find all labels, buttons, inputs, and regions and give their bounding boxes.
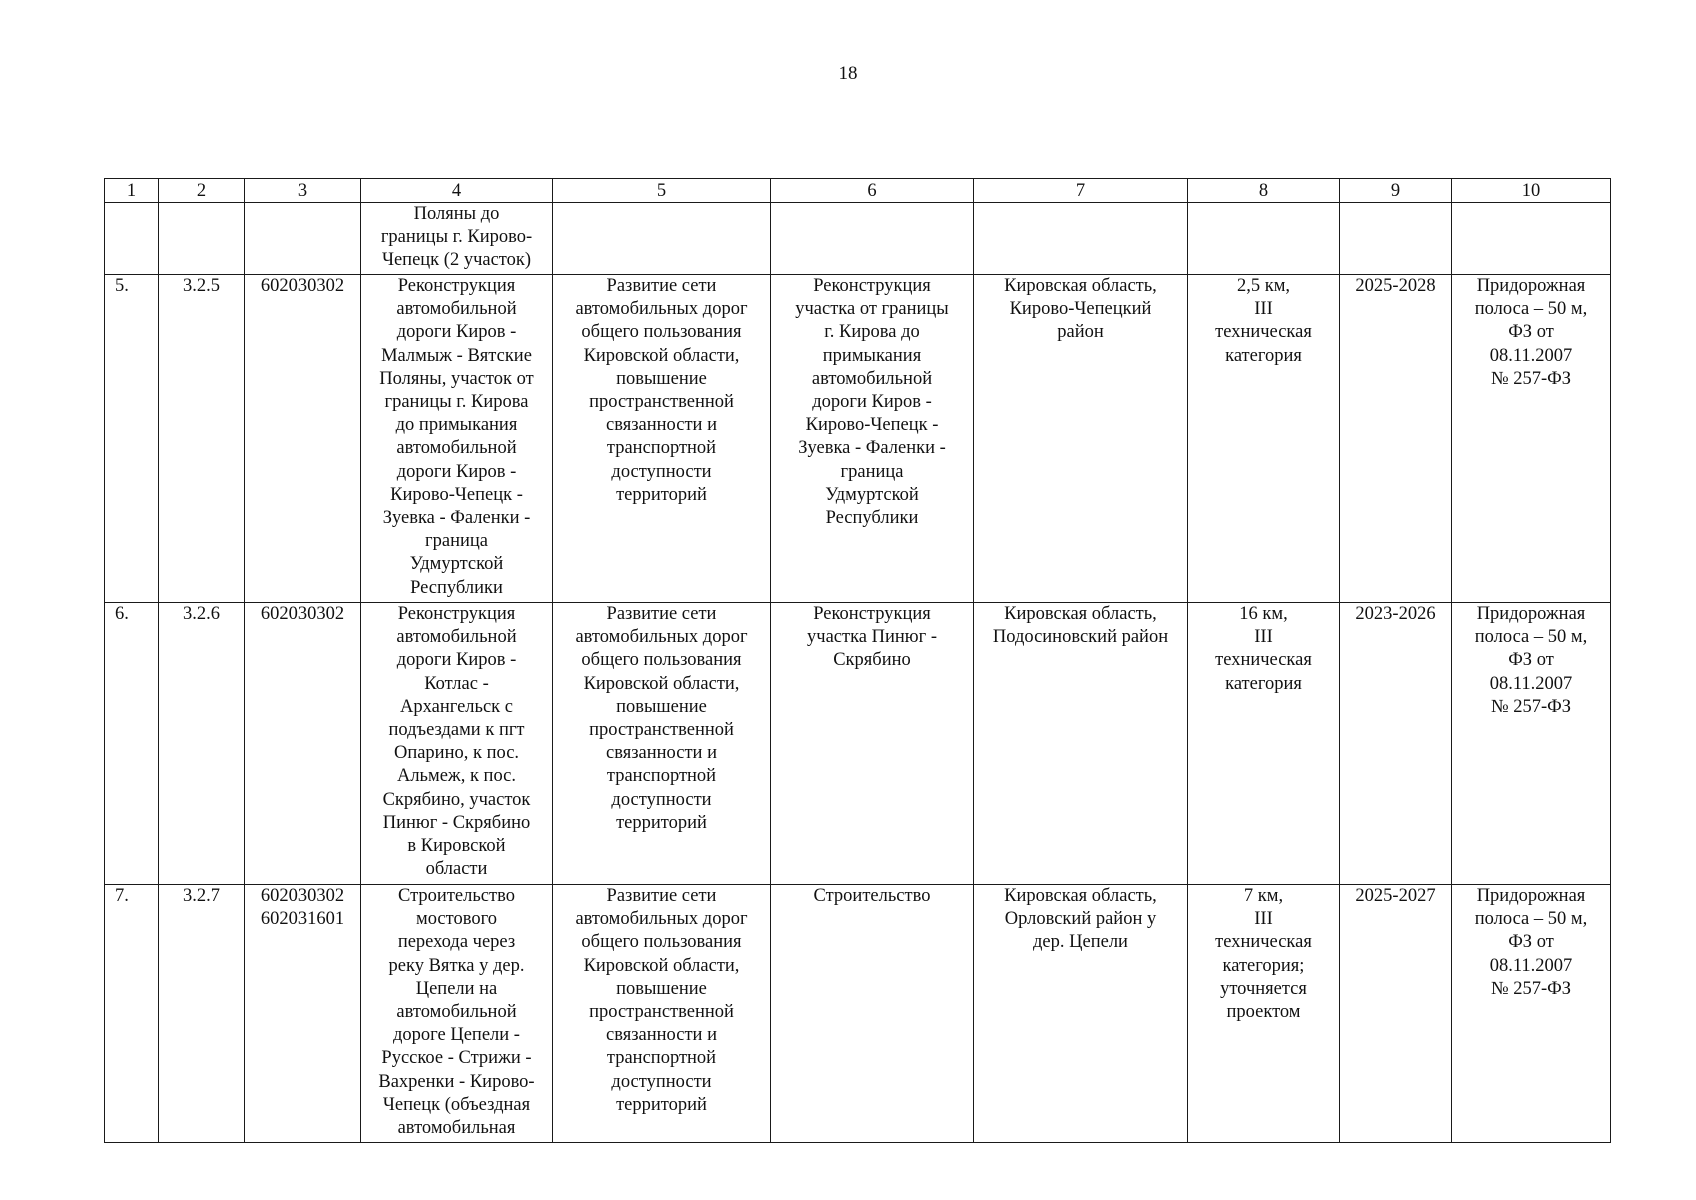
text-line: связанности и [606,743,717,764]
text-line: Русское - Стрижи - [381,1048,532,1069]
text-line: № 257-ФЗ [1490,978,1572,999]
text-line: автомобильная [397,1118,516,1139]
text-line: транспортной [606,438,717,459]
text-line: реку Вятка у дер. [388,955,525,976]
text-line: 7 км, [1243,886,1284,906]
text-line: автомобильной [396,438,517,459]
text-line: № 257-ФЗ [1490,696,1572,717]
location-cell [974,275,1188,603]
text-line: автомобильной [811,368,933,389]
text-line: 08.11.2007 [1489,673,1573,694]
text-line: III [1254,627,1273,648]
text-line: Придорожная [1476,276,1586,296]
table-cell [245,203,361,275]
text-line: территорий [616,1094,707,1115]
text-line: граница [425,531,488,552]
object-name-cell [361,203,553,275]
text-line: автомобильной [396,299,517,320]
column-number: 2 [159,179,245,203]
text-line: техническая [1215,932,1312,953]
text-line: границы г. Кирова [384,392,529,413]
text-line: Котлас - [424,673,489,694]
parameters-cell [1188,603,1340,885]
classifier-code-cell [245,275,361,603]
text-line: Орловский район у [1004,909,1157,930]
text-line: общего пользования [581,932,742,953]
text-line: Кирово-Чепецкий [1009,299,1152,320]
text-line: Кировская область, [1004,276,1157,296]
text-line: Республики [825,508,919,529]
text-line: автомобильных дорог [575,627,748,648]
text-line: транспортной [606,766,717,787]
page-number: 18 [838,63,858,84]
text-line: Придорожная [1476,886,1586,906]
text-line: Развитие сети [606,276,717,296]
zone-cell [1452,885,1611,1143]
column-number: 4 [361,179,553,203]
classifier-code-cell [245,885,361,1143]
purpose-cell [553,275,771,603]
text-line: Строительство [398,886,515,906]
text-line: в Кировской [407,836,506,857]
text-line: доступности [611,1071,712,1092]
column-number: 7 [974,179,1188,203]
text-line: техническая [1215,650,1312,671]
text-line: III [1254,299,1273,320]
row-number-cell: 7. [105,885,159,1143]
work-type-cell [771,275,974,603]
text-line: Реконструкция [813,276,931,296]
item-code-cell: 3.2.6 [159,603,245,885]
text-line: транспортной [606,1048,717,1069]
text-line: пространственной [589,720,734,741]
text-line: ФЗ от [1508,650,1554,671]
parameters-cell [1188,885,1340,1143]
text-line: территорий [616,812,707,833]
text-line: Реконструкция [813,604,931,624]
text-line: подъездами к пгт [388,720,525,741]
text-line: 602030302 [260,886,345,906]
object-name-cell [361,885,553,1143]
text-line: 16 км, [1239,604,1288,624]
table-row [105,275,1611,603]
text-line: ФЗ от [1508,932,1554,953]
text-line: г. Кирова до [824,322,920,343]
text-line: район [1057,322,1104,343]
item-code-cell: 3.2.7 [159,885,245,1143]
text-line: категория; [1222,955,1305,976]
column-number: 10 [1452,179,1611,203]
text-line: Подосиновский район [992,627,1169,648]
text-line: Развитие сети [606,886,717,906]
column-number: 9 [1340,179,1452,203]
text-line: дороги Киров - [396,461,517,482]
column-number: 8 [1188,179,1340,203]
text-line: Опарино, к пос. [393,743,520,764]
text-line: участка от границы [795,299,949,320]
text-line: проектом [1226,1002,1301,1023]
table-cell [1340,203,1452,275]
location-cell [974,603,1188,885]
period-cell: 2023-2026 [1340,603,1452,885]
text-line: полоса – 50 м, [1474,627,1588,648]
text-line: связанности и [606,415,717,436]
text-line: III [1254,909,1273,930]
text-line: автомобильной [396,1002,517,1023]
text-line: техническая [1215,322,1312,343]
text-line: Скрябино [833,650,911,671]
text-line: полоса – 50 м, [1474,909,1588,930]
text-line: области [425,859,488,880]
purpose-cell [553,885,771,1143]
text-line: автомобильных дорог [575,909,748,930]
text-line: Республики [410,577,503,598]
text-line: автомобильной [396,627,517,648]
zone-cell [1452,275,1611,603]
zone-cell [1452,603,1611,885]
text-line: до примыкания [395,415,518,436]
text-line: 08.11.2007 [1489,955,1573,976]
text-line: Зуевка - Фаленки - [382,508,531,529]
text-line: Чепецк (объездная [382,1094,531,1115]
table-row [105,885,1611,1143]
text-line: общего пользования [581,322,742,343]
location-cell [974,885,1188,1143]
table-row [105,603,1611,885]
column-number: 1 [105,179,159,203]
text-line: Кировская область, [1004,886,1157,906]
text-line: перехода через [397,932,516,953]
text-line: № 257-ФЗ [1490,368,1572,389]
table-cell [1452,203,1611,275]
table-cell [1188,203,1340,275]
text-line: 602030302 [260,276,345,296]
text-line: повышение [616,978,707,999]
text-line: границы г. Кирово- [380,227,533,248]
continuation-row [105,203,1611,275]
work-type-cell [771,603,974,885]
table-cell [105,203,159,275]
text-line: Поляны, участок от [379,368,534,389]
text-line: Зуевка - Фаленки - [798,438,946,459]
text-line: дороге Цепели - [393,1025,520,1046]
table-cell [159,203,245,275]
text-line: доступности [611,789,712,810]
item-code-cell: 3.2.5 [159,275,245,603]
column-number: 5 [553,179,771,203]
object-name-cell [361,603,553,885]
text-line: граница [840,461,904,482]
text-line: Кирово-Чепецк - [390,484,523,505]
period-cell: 2025-2028 [1340,275,1452,603]
text-line: мостового [416,909,497,930]
text-line: Реконструкция [397,276,516,296]
work-type-cell [771,885,974,1143]
text-line: 602031601 [260,909,345,930]
objects-table [104,178,1611,1143]
text-line: Удмуртской [409,554,504,575]
text-line: дороги Киров - [396,650,517,671]
purpose-cell [553,603,771,885]
row-number-cell: 6. [105,603,159,885]
text-line: автомобильных дорог [575,299,748,320]
text-line: полоса – 50 м, [1474,299,1588,320]
row-number-cell: 5. [105,275,159,603]
period-cell: 2025-2027 [1340,885,1452,1143]
text-line: Пинюг - Скрябино [382,812,531,833]
table-cell [771,203,974,275]
text-line: Придорожная [1476,604,1586,624]
text-line: повышение [616,696,707,717]
text-line: доступности [611,461,712,482]
table-cell [553,203,771,275]
text-line: пространственной [589,1002,734,1023]
text-line: Малмыж - Вятские [381,345,532,366]
text-line: Удмуртской [825,484,919,505]
parameters-cell [1188,275,1340,603]
column-number: 6 [771,179,974,203]
column-number-row [105,179,1611,203]
text-line: 602030302 [260,604,345,624]
text-line: Строительство [813,886,931,906]
table-cell [974,203,1188,275]
text-line: Кировской области, [583,673,740,694]
text-line: общего пользования [581,650,742,671]
text-line: Альмеж, к пос. [396,766,517,787]
column-number: 3 [245,179,361,203]
text-line: Скрябино, участок [382,789,531,810]
object-name-cell [361,275,553,603]
text-line: Развитие сети [606,604,717,624]
text-line: Чепецк (2 участок) [381,250,532,271]
text-line: категория [1225,345,1302,366]
text-line: Кировская область, [1004,604,1157,624]
text-line: примыкания [822,345,922,366]
text-line: ФЗ от [1508,322,1554,343]
text-line: Поляны до [413,204,500,224]
text-line: пространственной [589,392,734,413]
text-line: дороги Киров - [812,392,932,413]
text-line: уточняется [1220,978,1307,999]
text-line: территорий [616,484,707,505]
classifier-code-cell [245,603,361,885]
text-line: связанности и [606,1025,717,1046]
text-line: Кировской области, [583,345,740,366]
text-line: 08.11.2007 [1489,345,1573,366]
text-line: дороги Киров - [396,322,517,343]
text-line: Вахренки - Кирово- [378,1071,535,1092]
text-line: участка Пинюг - [807,627,937,648]
text-line: Архангельск с [400,696,513,717]
text-line: Цепели на [415,978,498,999]
text-line: повышение [616,368,707,389]
text-line: категория [1225,673,1302,694]
text-line: Кирово-Чепецк - [805,415,939,436]
text-line: Кировской области, [583,955,740,976]
text-line: дер. Цепели [1033,932,1128,953]
text-line: Реконструкция [397,604,516,624]
text-line: 2,5 км, [1236,276,1291,296]
